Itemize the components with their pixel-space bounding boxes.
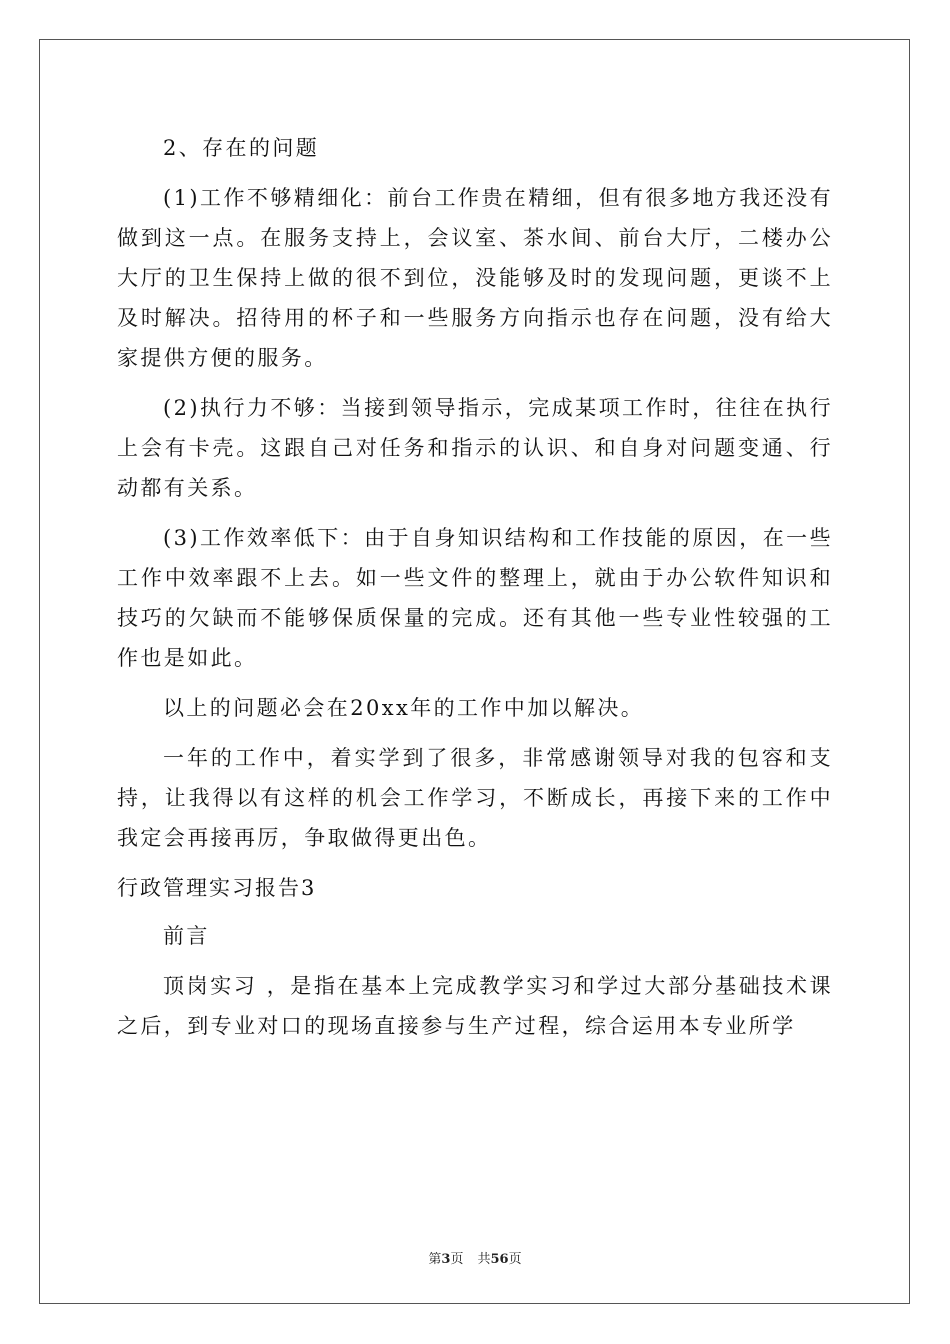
document-body [117, 128, 833, 1056]
paragraph-section-heading: 2、存在的问题 [163, 136, 320, 160]
page-prefix: 第 [428, 1252, 442, 1267]
paragraph-issue-1: (1)工作不够精细化：前台工作贵在精细，但有很多地方我还没有做到这一点。在服务支持上，会议室、茶水间、前台大厅，二楼办公大厅的卫生保持上做的很不到位，没能够及时的发现问题，更谈不上及时解决。招待用的杯子和一些服务方向指示也存在问题，没有给大家提供方便的服务。 [117, 186, 833, 370]
paragraph-preface-heading: 前言 [163, 924, 210, 948]
paragraph-issue-3: (3)工作效率低下：由于自身知识结构和工作技能的原因，在一些工作中效率跟不上去。如一些文件的整理上，就由于办公软件知识和技巧的欠缺而不能够保质保量的完成。还有其他一些专业性较强的工作也是如此。 [117, 526, 833, 670]
total-pages: 56 [490, 1252, 509, 1267]
page-number: 3 [441, 1252, 451, 1267]
paragraph-resolution: 以上的问题必会在20xx年的工作中加以解决。 [163, 696, 645, 720]
total-prefix: 共 [477, 1252, 491, 1267]
page-footer [0, 1248, 950, 1267]
report-title: 行政管理实习报告3 [117, 876, 317, 900]
paragraph-thanks: 一年的工作中，着实学到了很多，非常感谢领导对我的包容和支持，让我得以有这样的机会工作学习，不断成长，再接下来的工作中我定会再接再厉，争取做得更出色。 [117, 746, 833, 850]
paragraph-issue-2: (2)执行力不够：当接到领导指示，完成某项工作时，往往在执行上会有卡壳。这跟自己对任务和指示的认识、和自身对问题变通、行动都有关系。 [117, 396, 833, 500]
total-suffix: 页 [508, 1252, 522, 1267]
paragraph-preface-body: 顶岗实习 ，是指在基本上完成教学实习和学过大部分基础技术课之后，到专业对口的现场直接参与生产过程，综合运用本专业所学 [117, 974, 833, 1038]
page-suffix: 页 [450, 1252, 464, 1267]
